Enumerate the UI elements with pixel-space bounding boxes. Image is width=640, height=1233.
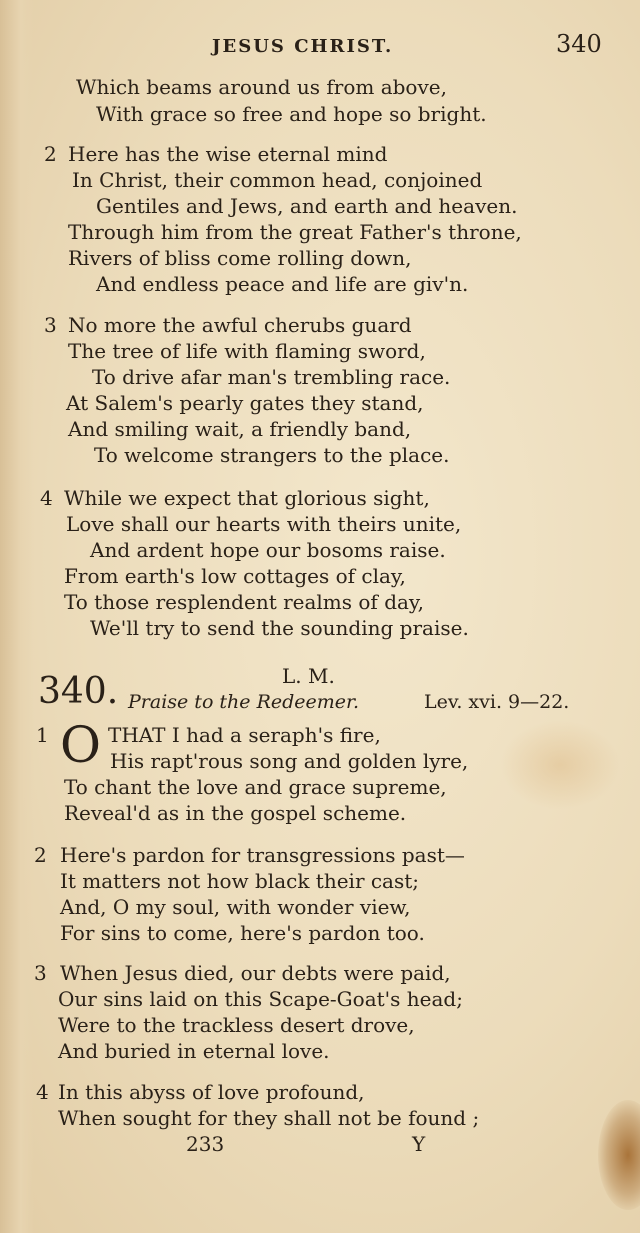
stanza-number: 2: [44, 142, 57, 166]
hymn-line: His rapt'rous song and golden lyre,: [110, 749, 469, 773]
hymn-line: When Jesus died, our debts were paid,: [60, 961, 451, 985]
hymn-line: And endless peace and life are giv'n.: [96, 272, 469, 296]
hymn-line: Rivers of bliss come rolling down,: [68, 246, 412, 270]
stanza-number: 4: [40, 486, 53, 510]
hymn-line: Here's pardon for transgressions past—: [60, 843, 465, 867]
hymn-line: To chant the love and grace supreme,: [64, 775, 447, 799]
stanza-number: 3: [34, 961, 47, 985]
stanza-number: 4: [36, 1080, 49, 1104]
hymn-number: 340.: [38, 671, 119, 712]
hymn-title: Praise to the Redeemer.: [128, 691, 360, 713]
hymn-line: And smiling wait, a friendly band,: [68, 417, 412, 441]
hymn-line: Were to the trackless desert drove,: [58, 1013, 415, 1037]
running-head: JESUS CHRIST.: [212, 36, 394, 57]
hymn-line: Reveal'd as in the gospel scheme.: [64, 801, 407, 825]
hymn-line: To drive afar man's trembling race.: [92, 365, 451, 389]
hymn-line: It matters not how black their cast;: [60, 869, 420, 893]
hymn-line: Our sins laid on this Scape-Goat's head;: [58, 987, 463, 1011]
drop-capital: O: [60, 716, 101, 774]
hymn-line: And ardent hope our bosoms raise.: [90, 538, 446, 562]
hymn-line: And buried in eternal love.: [58, 1039, 330, 1063]
hymn-line: From earth's low cottages of clay,: [64, 564, 406, 588]
hymn-line: We'll try to send the sounding praise.: [90, 616, 469, 640]
hymn-line: Here has the wise eternal mind: [68, 142, 388, 166]
hymn-line: Gentiles and Jews, and earth and heaven.: [96, 194, 518, 218]
stanza-number: 1: [36, 723, 49, 747]
hymn-line: In Christ, their common head, conjoined: [72, 168, 483, 192]
stanza-number: 3: [44, 313, 57, 337]
hymn-line: Through him from the great Father's throne,: [68, 220, 522, 244]
hymn-line: With grace so free and hope so bright.: [96, 102, 487, 126]
hymn-line: For sins to come, here's pardon too.: [60, 921, 425, 945]
hymn-line: To welcome strangers to the place.: [94, 443, 450, 467]
page-header: [0, 30, 640, 70]
hymn-line: And, O my soul, with wonder view,: [60, 895, 411, 919]
hymn-line: While we expect that glorious sight,: [64, 486, 430, 510]
signature-number: 233: [186, 1132, 225, 1156]
hymn-line: To those resplendent realms of day,: [64, 590, 424, 614]
hymn-line: Which beams around us from above,: [76, 75, 447, 99]
paper-stain: [500, 720, 620, 810]
hymn-line: THAT I had a seraph's fire,: [108, 723, 381, 747]
page-number: 340: [556, 30, 602, 58]
edge-stain: [598, 1100, 640, 1210]
page-gutter: [0, 0, 34, 1233]
hymn-line: Love shall our hearts with theirs unite,: [66, 512, 462, 536]
signature-mark: Y: [412, 1132, 426, 1156]
hymn-line: No more the awful cherubs guard: [68, 313, 412, 337]
hymn-line: When sought for they shall not be found ;: [58, 1106, 480, 1130]
hymn-line: The tree of life with flaming sword,: [68, 339, 426, 363]
hymn-meter: L. M.: [282, 664, 335, 688]
scripture-reference: Lev. xvi. 9—22.: [424, 691, 570, 713]
hymn-line: In this abyss of love profound,: [58, 1080, 365, 1104]
stanza-number: 2: [34, 843, 47, 867]
hymn-line: At Salem's pearly gates they stand,: [66, 391, 424, 415]
